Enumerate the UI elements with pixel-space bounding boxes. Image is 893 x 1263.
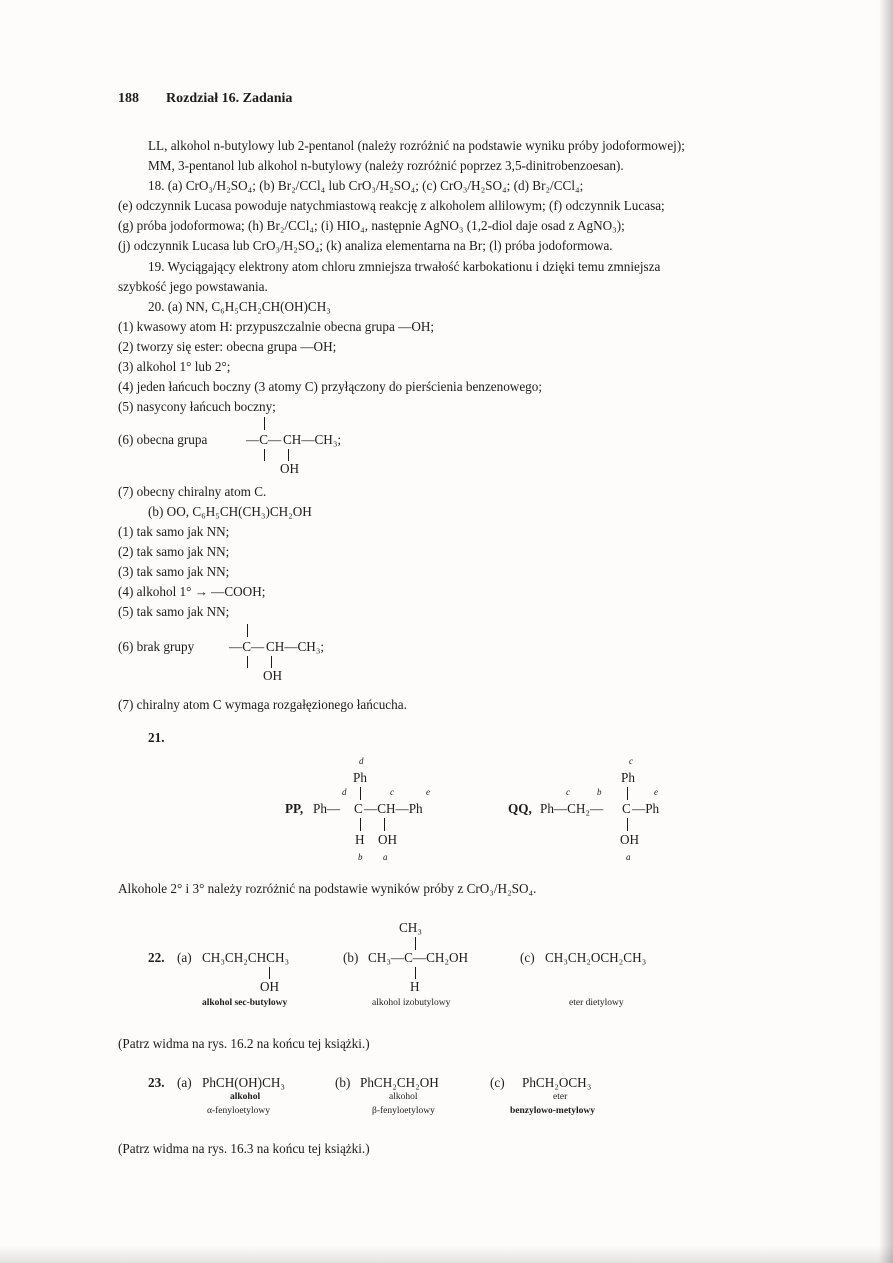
pp-label: PP, [285, 801, 304, 816]
bond-line [627, 818, 628, 831]
answer-18-line2: (e) odczynnik Lucasa powoduje natychmiastową reakcję z alkoholem allilowym; (f) odczynnik Lucasa; [118, 198, 665, 213]
answer-19-line1: 19. Wyciągający elektrony atom chloru zmniejsza trwałość karbokationu i dzięki temu zmniejsza [148, 259, 661, 274]
answer-23-note: (Patrz widma na rys. 16.3 na końcu tej książki.) [118, 1141, 370, 1156]
answer-22-number: 22. [148, 950, 165, 965]
page-edge-shadow [879, 0, 893, 1263]
p22-c-label: (c) [520, 950, 535, 965]
p22-c-name: eter dietylowy [569, 998, 624, 1008]
group-hydroxyl: OH [263, 668, 283, 683]
pp-phenyl-top: Ph [353, 770, 367, 785]
answer-20b-title: (b) OO, C₆H₅CH(CH₃)CH₂OH [148, 504, 312, 519]
answer-20b-item3: (3) tak samo jak NN; [118, 564, 230, 579]
group-chain: CH—CH₃; [266, 639, 325, 654]
pp-phenyl-left: Ph— [313, 801, 341, 816]
chapter-title: Rozdział 16. Zadania [166, 91, 293, 106]
p22-a-name: alkohol sec-butylowy [202, 998, 288, 1008]
answer-22-note: (Patrz widma na rys. 16.2 na końcu tej książki.) [118, 1036, 370, 1051]
p23-a-name1: alkohol [230, 1092, 261, 1102]
bond-line [264, 449, 265, 461]
p22-a-formula: CH₃CH₂CHCH₃ [202, 950, 290, 965]
answer-20a-item3: (3) alkohol 1° lub 2°; [118, 359, 231, 374]
answer-20a-item4: (4) jeden łańcuch boczny (3 atomy C) przyłączony do pierścienia benzenowego; [118, 379, 543, 394]
label-c: c [390, 787, 394, 797]
bond-line [269, 967, 270, 979]
answer-18-line4: (j) odczynnik Lucasa lub CrO₃/H₂SO₄; (k) analiza elementarna na Br; (l) próba jodoformowa. [118, 238, 613, 253]
answer-20a-item1: (1) kwasowy atom H: przypuszczalnie obecna grupa —OH; [118, 319, 435, 334]
label-a: a [626, 852, 631, 862]
p23-b-name1: alkohol [389, 1092, 418, 1102]
label-d: d [359, 756, 364, 766]
answer-20b-item1: (1) tak samo jak NN; [118, 524, 230, 539]
page-number: 188 [118, 91, 139, 106]
pp-central-carbon: C [354, 801, 363, 816]
p22-b-methyl: CH₃ [399, 920, 422, 935]
answer-20b-item6-label: (6) brak grupy [118, 639, 195, 654]
pp-chain: —CH—Ph [364, 801, 423, 816]
bond-line [360, 818, 361, 831]
group-carbon: —C— [246, 432, 282, 447]
answer-20a-item6-label: (6) obecna grupa [118, 432, 208, 447]
answer-20b-item5: (5) tak samo jak NN; [118, 604, 230, 619]
bond-line [264, 417, 265, 430]
p23-c-label: (c) [490, 1075, 505, 1090]
answer-21-note: Alkohole 2° i 3° należy rozróżnić na podstawie wyników próby z CrO₃/H₂SO₄. [118, 881, 537, 896]
label-a: a [383, 852, 388, 862]
p23-a-name2: α-fenyloetylowy [207, 1106, 271, 1116]
label-b: b [597, 787, 602, 797]
answer-mm: MM, 3-pentanol lub alkohol n-butylowy (należy rozróżnić poprzez 3,5-dinitrobenzoesan). [148, 158, 624, 173]
p23-b-label: (b) [335, 1075, 351, 1090]
p23-b-formula: PhCH₂CH₂OH [360, 1075, 439, 1090]
p23-c-name1: eter [553, 1092, 568, 1102]
answer-19-line2: szybkość jego powstawania. [118, 279, 268, 294]
group-carbon: —C— [229, 639, 265, 654]
answer-18-line3: (g) próba jodoformowa; (h) Br₂/CCl₄; (i) HIO₄, następnie AgNO₃ (1,2-diol daje osad z AgNO₃); [118, 218, 625, 233]
label-d: d [342, 787, 347, 797]
answer-21-number: 21. [148, 730, 165, 745]
qq-phenyl-right: —Ph [632, 801, 660, 816]
p22-c-formula: CH₃CH₂OCH₂CH₃ [545, 950, 647, 965]
p23-b-name2: β-fenyloetylowy [372, 1106, 435, 1116]
answer-20a-item2: (2) tworzy się ester: obecna grupa —OH; [118, 339, 337, 354]
answer-20a-title: 20. (a) NN, C₆H₅CH₂CH(OH)CH₃ [148, 299, 331, 314]
qq-central-carbon: C [622, 801, 631, 816]
p23-a-label: (a) [177, 1075, 192, 1090]
bond-line [360, 787, 361, 800]
p22-a-label: (a) [177, 950, 192, 965]
bond-line [271, 656, 272, 668]
p23-a-formula: PhCH(OH)CH₃ [202, 1075, 285, 1090]
p22-b-name: alkohol izobutylowy [372, 998, 451, 1008]
bond-line [415, 967, 416, 979]
bond-line [627, 787, 628, 800]
p22-b-label: (b) [343, 950, 359, 965]
p22-b-formula: CH₃—C—CH₂OH [368, 950, 469, 965]
answer-20b-item7: (7) chiralny atom C wymaga rozgałęzionego łańcucha. [118, 697, 407, 712]
answer-18-line1: 18. (a) CrO₃/H₂SO₄; (b) Br₂/CCl₄ lub CrO₃/H₂SO₄; (c) CrO₃/H₂SO₄; (d) Br₂/CCl₄; [148, 178, 584, 193]
bond-line [415, 937, 416, 950]
p22-a-hydroxyl: OH [260, 979, 280, 994]
bond-line [288, 449, 289, 461]
label-c: c [629, 756, 633, 766]
pp-hydroxyl: OH [378, 832, 398, 847]
label-e: e [426, 787, 430, 797]
p22-b-hydrogen: H [410, 979, 420, 994]
qq-hydroxyl: OH [620, 832, 640, 847]
answer-20a-item5: (5) nasycony łańcuch boczny; [118, 399, 276, 414]
label-c: c [566, 787, 570, 797]
p23-c-formula: PhCH₂OCH₃ [522, 1075, 592, 1090]
qq-label: QQ, [508, 801, 532, 816]
answer-ll: LL, alkohol n-butylowy lub 2-pentanol (należy rozróżnić na podstawie wyniku próby jodoformowej); [148, 138, 685, 153]
bond-line [247, 624, 248, 637]
answer-23-number: 23. [148, 1075, 165, 1090]
label-b: b [358, 852, 363, 862]
label-e: e [654, 787, 658, 797]
bond-line [384, 818, 385, 831]
page-bottom-shadow [0, 1245, 893, 1263]
answer-20b-item2: (2) tak samo jak NN; [118, 544, 230, 559]
qq-phenyl-top: Ph [621, 770, 635, 785]
group-chain: CH—CH₃; [283, 432, 342, 447]
answer-20a-item7: (7) obecny chiralny atom C. [118, 484, 267, 499]
p23-c-name2: benzylowo-metylowy [510, 1106, 595, 1116]
group-hydroxyl: OH [280, 461, 300, 476]
bond-line [247, 656, 248, 668]
qq-chain: Ph—CH₂— [540, 801, 604, 816]
pp-hydrogen: H [355, 832, 365, 847]
answer-20b-item4: (4) alkohol 1° → —COOH; [118, 584, 266, 599]
